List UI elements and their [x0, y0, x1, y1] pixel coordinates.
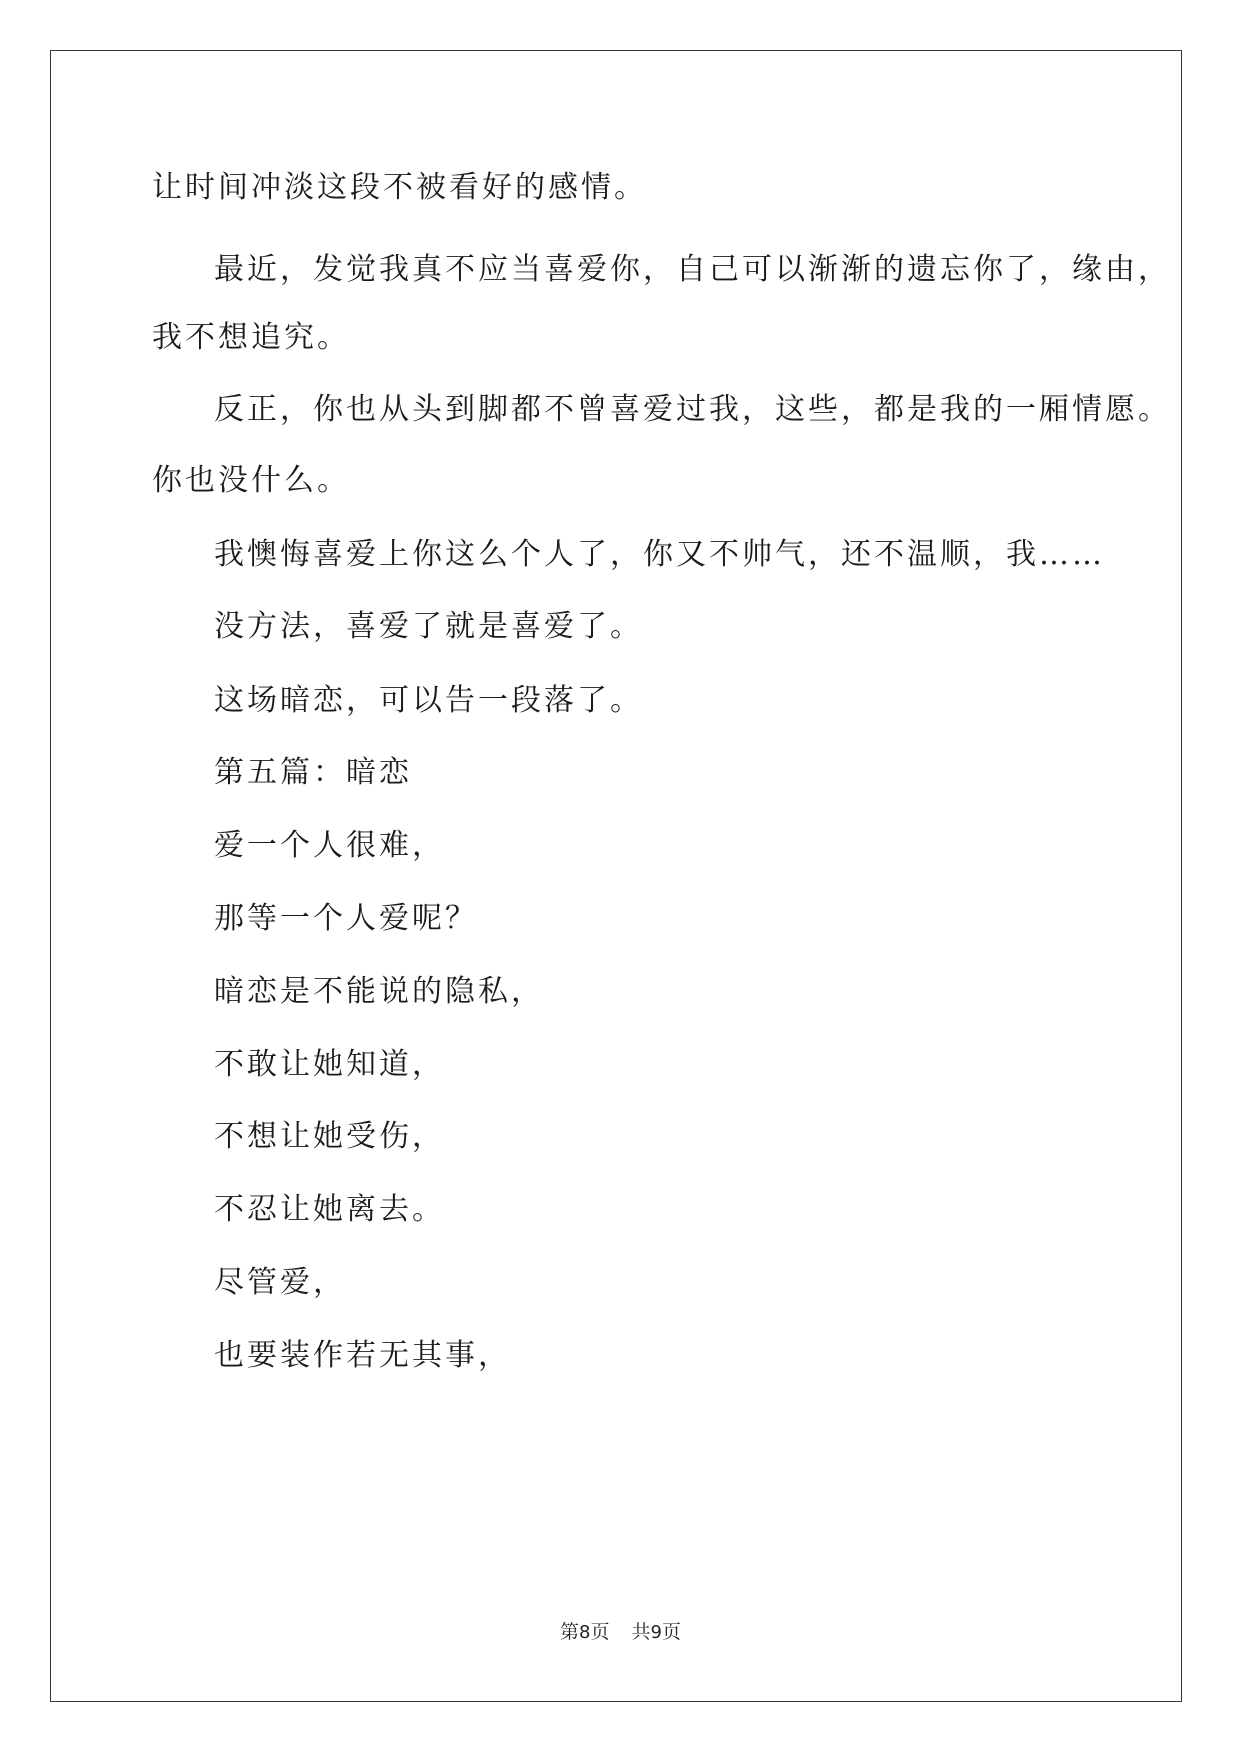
current-page-number: 8: [579, 1622, 591, 1643]
paragraph-line: 没方法，喜爱了就是喜爱了。: [214, 609, 643, 644]
poem-line: 也要装作若无其事，: [214, 1338, 511, 1373]
section-heading: 第五篇：暗恋: [214, 755, 412, 790]
poem-line: 那等一个人爱呢？: [214, 901, 478, 936]
text-line: 你也没什么。: [152, 463, 350, 498]
poem-line: 不忍让她离去。: [214, 1192, 445, 1227]
text-line: 让时间冲淡这段不被看好的感情。: [152, 170, 647, 205]
paragraph-line: 最近，发觉我真不应当喜爱你，自己可以渐渐的遗忘你了，缘由，: [214, 252, 1171, 287]
paragraph-line: 我懊悔喜爱上你这么个人了，你又不帅气，还不温顺，我……: [214, 537, 1105, 572]
total-pages-label: 共9页: [631, 1621, 681, 1643]
page-number-label: 第8页: [560, 1621, 610, 1643]
poem-line: 不想让她受伤，: [214, 1119, 445, 1154]
poem-line: 不敢让她知道，: [214, 1047, 445, 1082]
page-border: [50, 50, 1182, 1702]
poem-line: 暗恋是不能说的隐私，: [214, 974, 544, 1009]
page-footer: [0, 1620, 1241, 1645]
paragraph-line: 反正，你也从头到脚都不曾喜爱过我，这些，都是我的一厢情愿。: [214, 392, 1171, 427]
poem-line: 爱一个人很难，: [214, 828, 445, 863]
paragraph-line: 这场暗恋，可以告一段落了。: [214, 683, 643, 718]
poem-line: 尽管爱，: [214, 1265, 346, 1300]
text-line: 我不想追究。: [152, 320, 350, 355]
total-page-number: 9: [650, 1622, 662, 1643]
